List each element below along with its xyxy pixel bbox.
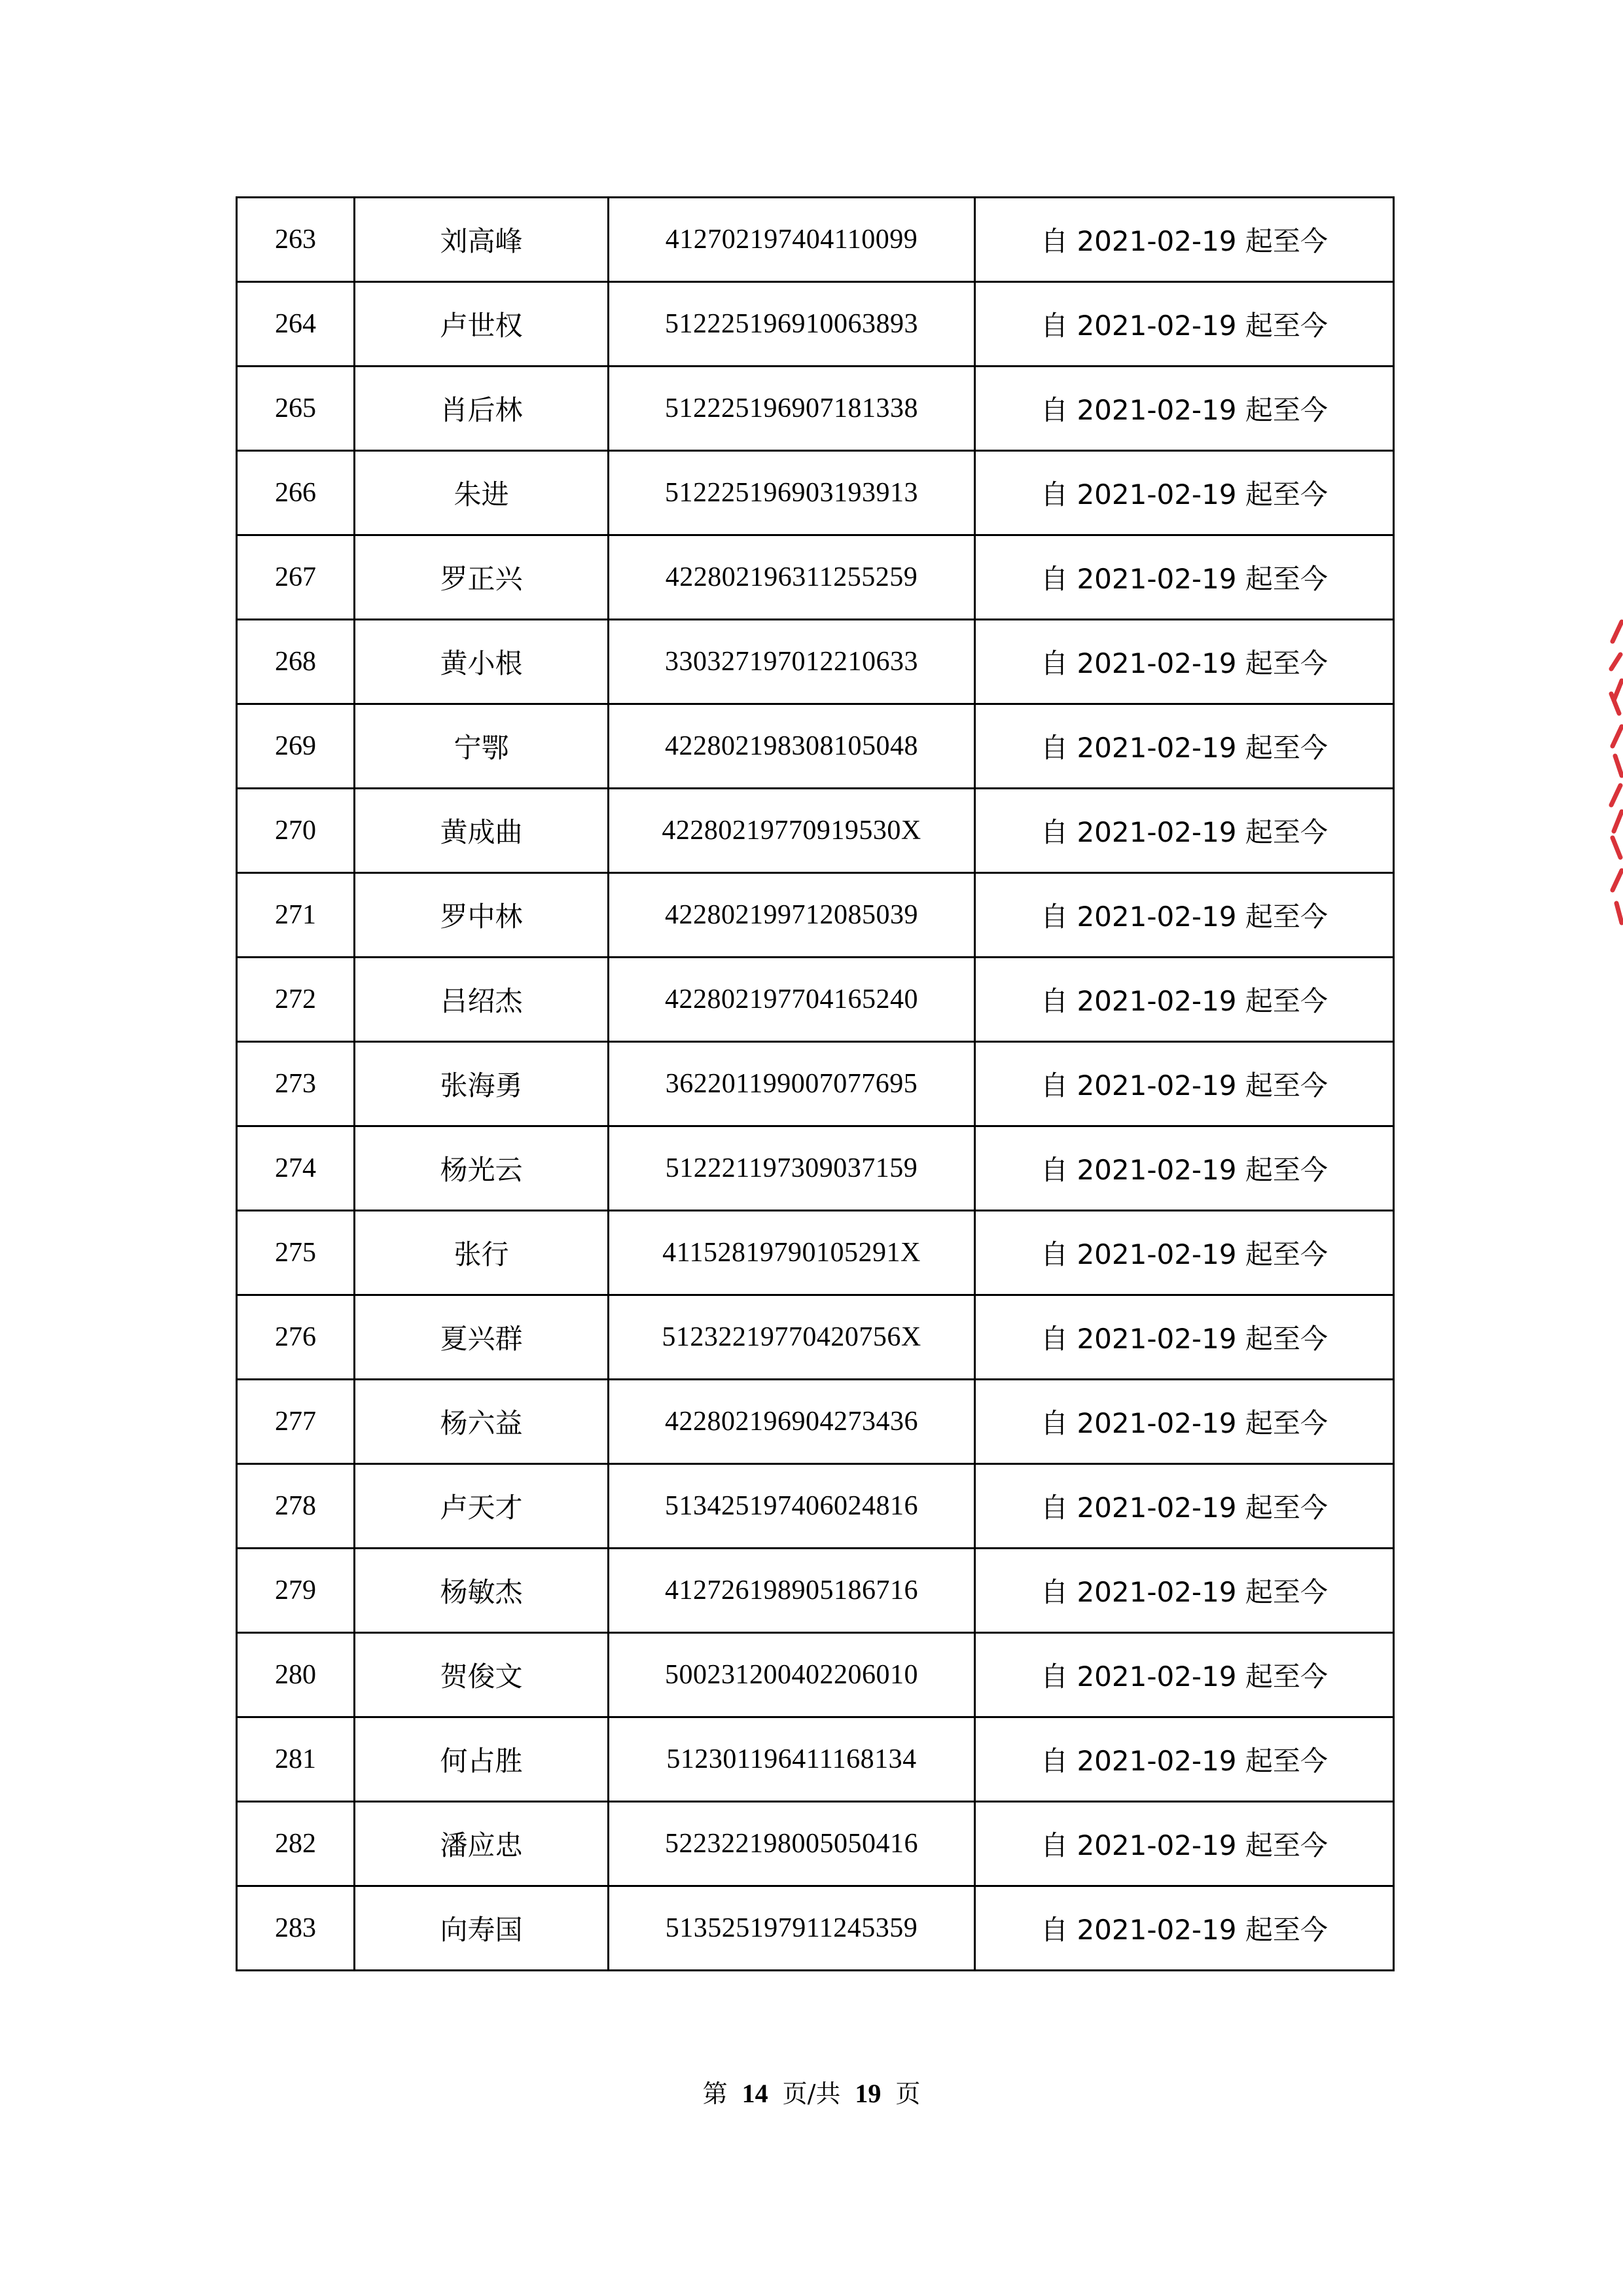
table-row (237, 1633, 1394, 1717)
id-number-cell: 422802196311255259 (609, 535, 975, 620)
table-row (237, 1295, 1394, 1380)
table-row (237, 367, 1394, 451)
row-number-cell: 280 (237, 1633, 355, 1717)
table-row (237, 1802, 1394, 1886)
name-cell: 何占胜 (355, 1717, 609, 1802)
name-cell: 罗正兴 (355, 535, 609, 620)
period-cell: 自 2021-02-19 起至今 (975, 1380, 1394, 1464)
name-cell: 黄成曲 (355, 789, 609, 873)
id-number-cell: 422802198308105048 (609, 704, 975, 789)
name-cell: 卢天才 (355, 1464, 609, 1549)
table-row (237, 704, 1394, 789)
name-cell: 黄小根 (355, 620, 609, 704)
id-number-cell: 41152819790105291X (609, 1211, 975, 1295)
row-number-cell: 283 (237, 1886, 355, 1971)
period-cell: 自 2021-02-19 起至今 (975, 1295, 1394, 1380)
period-cell: 自 2021-02-19 起至今 (975, 1126, 1394, 1211)
row-number-cell: 281 (237, 1717, 355, 1802)
id-number-cell: 330327197012210633 (609, 620, 975, 704)
period-cell: 自 2021-02-19 起至今 (975, 367, 1394, 451)
table-row (237, 1717, 1394, 1802)
roster-table-body (237, 198, 1394, 1971)
table-row (237, 958, 1394, 1042)
name-cell: 卢世权 (355, 282, 609, 367)
table-row (237, 1042, 1394, 1126)
row-number-cell: 263 (237, 198, 355, 282)
period-cell: 自 2021-02-19 起至今 (975, 789, 1394, 873)
id-number-cell: 512221197309037159 (609, 1126, 975, 1211)
row-number-cell: 268 (237, 620, 355, 704)
id-number-cell: 51232219770420756X (609, 1295, 975, 1380)
id-number-cell: 512301196411168134 (609, 1717, 975, 1802)
row-number-cell: 279 (237, 1549, 355, 1633)
table-row (237, 873, 1394, 958)
id-number-cell: 422802199712085039 (609, 873, 975, 958)
table-row (237, 1464, 1394, 1549)
period-cell: 自 2021-02-19 起至今 (975, 958, 1394, 1042)
period-cell: 自 2021-02-19 起至今 (975, 451, 1394, 535)
id-number-cell: 512225196903193913 (609, 451, 975, 535)
period-cell: 自 2021-02-19 起至今 (975, 1464, 1394, 1549)
table-row (237, 789, 1394, 873)
id-number-cell: 512225196907181338 (609, 367, 975, 451)
name-cell: 潘应忠 (355, 1802, 609, 1886)
id-number-cell: 513425197406024816 (609, 1464, 975, 1549)
row-number-cell: 276 (237, 1295, 355, 1380)
row-number-cell: 278 (237, 1464, 355, 1549)
table-row (237, 535, 1394, 620)
roster-table (236, 196, 1395, 1971)
name-cell: 罗中林 (355, 873, 609, 958)
row-number-cell: 274 (237, 1126, 355, 1211)
name-cell: 肖后林 (355, 367, 609, 451)
table-row (237, 620, 1394, 704)
table-row (237, 1126, 1394, 1211)
id-number-cell: 522322198005050416 (609, 1802, 975, 1886)
name-cell: 宁鄂 (355, 704, 609, 789)
footer-current-page: 14 (741, 2079, 768, 2108)
row-number-cell: 272 (237, 958, 355, 1042)
name-cell: 杨六益 (355, 1380, 609, 1464)
name-cell: 张海勇 (355, 1042, 609, 1126)
period-cell: 自 2021-02-19 起至今 (975, 1802, 1394, 1886)
period-cell: 自 2021-02-19 起至今 (975, 282, 1394, 367)
table-row (237, 1886, 1394, 1971)
period-cell: 自 2021-02-19 起至今 (975, 620, 1394, 704)
period-cell: 自 2021-02-19 起至今 (975, 704, 1394, 789)
row-number-cell: 271 (237, 873, 355, 958)
footer-prefix: 第 (702, 2079, 728, 2108)
table-row (237, 198, 1394, 282)
id-number-cell: 512225196910063893 (609, 282, 975, 367)
row-number-cell: 270 (237, 789, 355, 873)
row-number-cell: 266 (237, 451, 355, 535)
id-number-cell: 412702197404110099 (609, 198, 975, 282)
row-number-cell: 273 (237, 1042, 355, 1126)
period-cell: 自 2021-02-19 起至今 (975, 1886, 1394, 1971)
row-number-cell: 277 (237, 1380, 355, 1464)
id-number-cell: 412726198905186716 (609, 1549, 975, 1633)
id-number-cell: 42280219770919530X (609, 789, 975, 873)
name-cell: 刘高峰 (355, 198, 609, 282)
id-number-cell: 500231200402206010 (609, 1633, 975, 1717)
period-cell: 自 2021-02-19 起至今 (975, 1717, 1394, 1802)
table-row (237, 282, 1394, 367)
row-number-cell: 269 (237, 704, 355, 789)
table-row (237, 1211, 1394, 1295)
period-cell: 自 2021-02-19 起至今 (975, 1042, 1394, 1126)
name-cell: 杨光云 (355, 1126, 609, 1211)
name-cell: 夏兴群 (355, 1295, 609, 1380)
name-cell: 朱进 (355, 451, 609, 535)
seal-stamp-edge (1597, 615, 1623, 929)
period-cell: 自 2021-02-19 起至今 (975, 1211, 1394, 1295)
period-cell: 自 2021-02-19 起至今 (975, 873, 1394, 958)
name-cell: 杨敏杰 (355, 1549, 609, 1633)
period-cell: 自 2021-02-19 起至今 (975, 535, 1394, 620)
period-cell: 自 2021-02-19 起至今 (975, 198, 1394, 282)
row-number-cell: 267 (237, 535, 355, 620)
name-cell: 贺俊文 (355, 1633, 609, 1717)
footer-middle: 页/共 (782, 2079, 841, 2108)
id-number-cell: 513525197911245359 (609, 1886, 975, 1971)
table-row (237, 451, 1394, 535)
name-cell: 吕绍杰 (355, 958, 609, 1042)
id-number-cell: 422802197704165240 (609, 958, 975, 1042)
footer-total-pages: 19 (855, 2079, 882, 2108)
period-cell: 自 2021-02-19 起至今 (975, 1633, 1394, 1717)
table-row (237, 1380, 1394, 1464)
row-number-cell: 275 (237, 1211, 355, 1295)
id-number-cell: 362201199007077695 (609, 1042, 975, 1126)
name-cell: 张行 (355, 1211, 609, 1295)
period-cell: 自 2021-02-19 起至今 (975, 1549, 1394, 1633)
name-cell: 向寿国 (355, 1886, 609, 1971)
id-number-cell: 422802196904273436 (609, 1380, 975, 1464)
row-number-cell: 264 (237, 282, 355, 367)
table-row (237, 1549, 1394, 1633)
page-footer (0, 2073, 1623, 2109)
row-number-cell: 265 (237, 367, 355, 451)
row-number-cell: 282 (237, 1802, 355, 1886)
footer-suffix: 页 (895, 2079, 921, 2108)
